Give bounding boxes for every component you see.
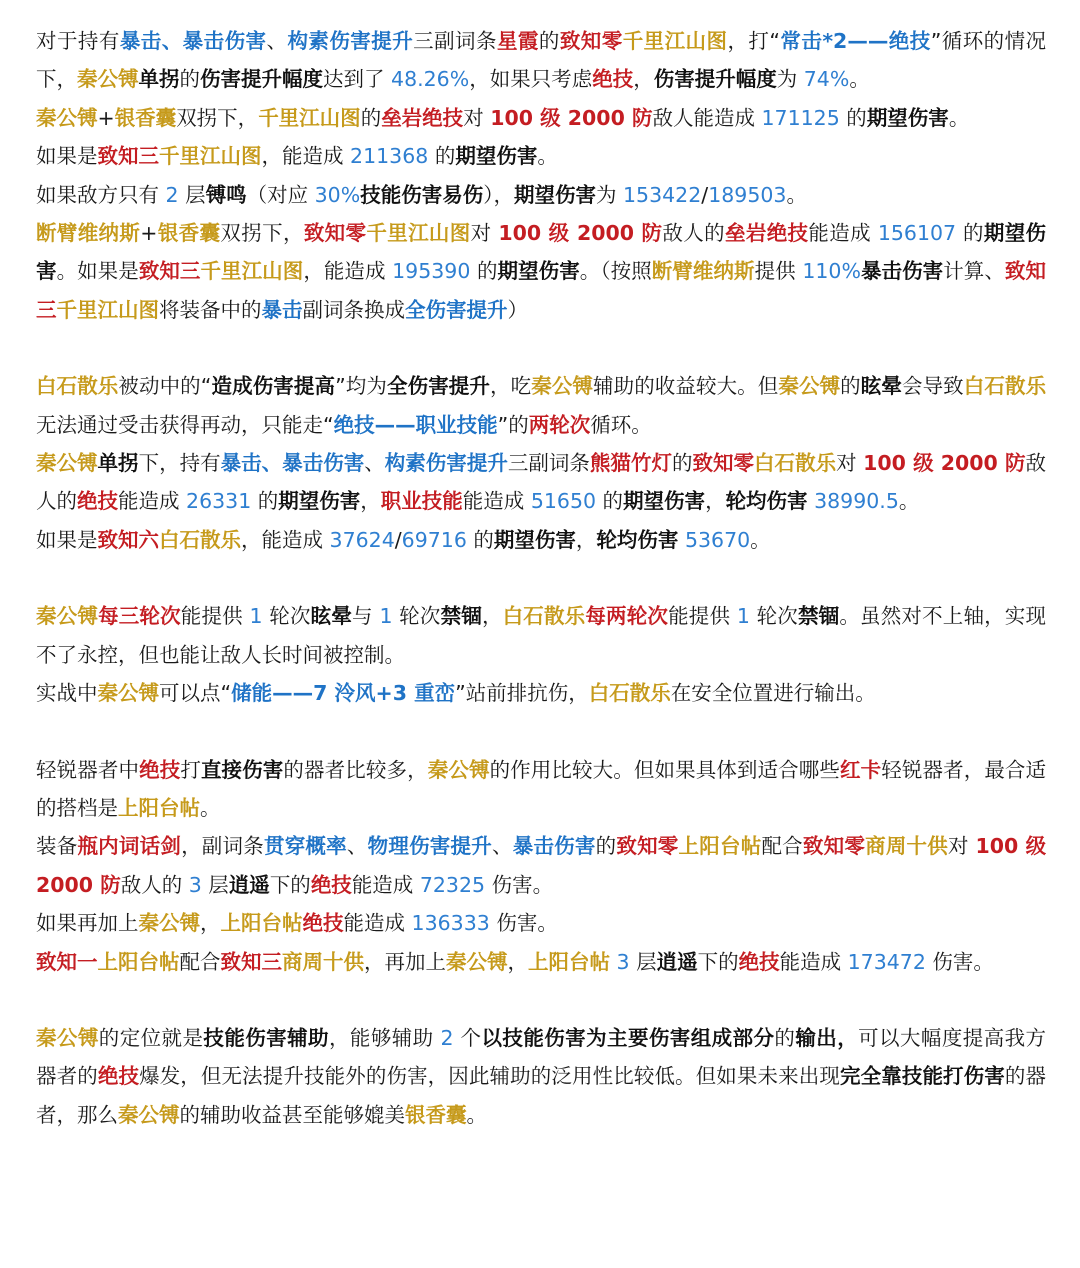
number-value: 173472 <box>847 949 926 974</box>
text-run: 副词条换成 <box>302 297 405 322</box>
paragraph-gap <box>36 713 1046 751</box>
bold-term: 全伤害提升 <box>387 374 490 399</box>
bold-term: 逍遥 <box>656 949 698 974</box>
paragraph <box>36 367 1046 444</box>
text-run: 层 <box>201 872 229 897</box>
text-run: 、 <box>364 451 385 476</box>
red-highlight: 垒岩绝技 <box>724 221 809 246</box>
text-run: 会导致 <box>901 374 964 399</box>
text-run: 轮次 <box>392 604 441 629</box>
gold-name: 上阳台帖 <box>528 949 610 974</box>
number-value: 211368 <box>350 144 429 169</box>
text-run: 。 <box>537 144 558 169</box>
text-run: 对于持有 <box>36 29 120 53</box>
text-run: 的 <box>596 489 624 514</box>
text-run: 、 <box>346 834 368 859</box>
bold-term: 造成伤害提高 <box>211 374 336 399</box>
red-highlight: 绝技 <box>738 949 780 974</box>
bold-term: 直接伤害 <box>200 757 284 782</box>
text-run: ， <box>200 911 221 936</box>
number-value: 3 <box>616 949 630 974</box>
red-highlight: 100 级 2000 防 <box>498 221 663 246</box>
text-run: 。 <box>948 105 970 130</box>
gold-name: 上阳台帖 <box>118 795 200 820</box>
gold-name: 白石散乐 <box>502 604 586 629</box>
text-run: ） <box>507 297 528 322</box>
text-run: 的 <box>360 105 382 130</box>
text-run: 能造成 <box>118 489 187 514</box>
text-run: 对 <box>470 221 499 246</box>
red-highlight: 致知零 <box>616 834 679 859</box>
text-run: 伤害。 <box>485 872 554 897</box>
paragraph <box>36 22 1046 99</box>
bold-term: 轮均伤害 <box>725 489 808 514</box>
bold-term: 期望伤害 <box>36 221 1047 284</box>
gold-name: 秦公镈 <box>36 451 98 476</box>
number-value: 2 <box>165 182 179 207</box>
text-run: ， <box>705 489 726 514</box>
bold-term: 轮均伤害 <box>596 527 679 552</box>
text-run: 。（按照 <box>579 259 652 284</box>
number-value: 153422 <box>623 182 702 207</box>
blue-keyword: 构素伤害提升 <box>287 29 414 53</box>
text-run: ，再加上 <box>364 949 446 974</box>
paragraph <box>36 137 1046 175</box>
text-run: 的 <box>179 67 200 92</box>
number-value: 189503 <box>708 182 787 207</box>
number-value: 30% <box>314 182 361 207</box>
text-run: ，能造成 <box>241 527 330 552</box>
paragraph <box>36 827 1046 904</box>
text-run: ，能造成 <box>303 259 393 284</box>
text-run: 的器者，那么 <box>36 1064 1047 1127</box>
text-run: 达到了 <box>323 67 392 92</box>
text-run: 敌人的 <box>120 872 189 897</box>
red-highlight: 每三轮次 <box>98 604 181 629</box>
text-run: 下的 <box>269 872 311 897</box>
text-run: 的 <box>595 834 617 859</box>
paragraph <box>36 674 1046 712</box>
text-run: 敌人能造成 <box>652 105 762 130</box>
text-run: 。 <box>898 489 920 514</box>
gold-name: 秦公镈 <box>36 604 99 629</box>
bold-term: 禁锢 <box>797 604 840 629</box>
text-run: 可以大幅度提高我方器者的 <box>36 1025 1047 1089</box>
red-highlight: 瓶内词话剑 <box>77 834 182 859</box>
text-run: 爆发，但无法提升技能外的伤害，因此辅助的泛用性比较低。但如果未来出现 <box>139 1064 840 1089</box>
red-highlight: 星霞 <box>496 29 539 53</box>
bold-term: 期望伤害 <box>278 489 361 514</box>
gold-name: 千里江山图 <box>159 144 262 169</box>
red-highlight: 致知零 <box>802 834 866 859</box>
blue-keyword: 储能——7 泠风+3 重峦 <box>231 681 456 706</box>
paragraph <box>36 214 1046 329</box>
red-highlight: 致知三 <box>36 259 1046 322</box>
gold-name: 秦公镈 <box>531 374 593 399</box>
text-run: ，副词条 <box>181 834 264 859</box>
text-run: 将装备中的 <box>159 297 262 322</box>
gold-name: 商周十供 <box>865 834 948 859</box>
bold-term: 单拐 <box>138 67 180 92</box>
text-run: 的器者比较多， <box>283 757 428 782</box>
red-highlight: 绝技 <box>302 911 344 936</box>
gold-name: 白石散乐 <box>588 681 671 706</box>
text-run: 的 <box>428 144 456 169</box>
text-run: ）， <box>483 182 514 207</box>
bold-term: 伤害提升幅度 <box>653 67 777 92</box>
bold-term: 暴击伤害 <box>860 259 944 284</box>
text-run: 能造成 <box>351 872 420 897</box>
bold-term: 镈鸣 <box>205 182 247 207</box>
text-run: 为 <box>776 67 804 92</box>
paragraph <box>36 99 1046 137</box>
gold-name: 千里江山图 <box>200 259 304 284</box>
text-run: ， <box>507 949 528 974</box>
gold-name: 秦公镈 <box>446 949 508 974</box>
number-value: 195390 <box>392 259 471 284</box>
text-run: 被动中的“ <box>118 374 212 399</box>
text-run: 轮次 <box>262 604 311 629</box>
gold-name: 银香囊 <box>405 1102 467 1127</box>
text-run: 轻锐器者中 <box>36 757 140 782</box>
blue-keyword: 常击*2——绝技 <box>779 29 931 53</box>
text-run: 的作用比较大。但如果具体到适合哪些 <box>489 757 841 782</box>
gold-name: 白石散乐 <box>36 374 119 399</box>
text-run: 的 <box>470 259 498 284</box>
red-highlight: 100 级 2000 防 <box>863 451 1026 476</box>
bold-term: 以技能伤害为主要伤害组成部分 <box>481 1025 775 1050</box>
red-highlight: 绝技 <box>139 757 181 782</box>
number-value: 1 <box>736 604 750 629</box>
text-run: 三副词条 <box>507 451 590 476</box>
bold-term: 期望伤害 <box>493 527 576 552</box>
bold-term: 禁锢 <box>440 604 482 629</box>
paragraph <box>36 176 1046 214</box>
text-run: 、 <box>491 834 513 859</box>
gold-name: 千里江山图 <box>56 297 159 322</box>
text-run: 层 <box>629 949 657 974</box>
red-highlight: 致知零 <box>559 29 623 53</box>
text-run: 双拐下， <box>220 221 304 246</box>
gold-name: 千里江山图 <box>622 29 728 53</box>
text-run: 的 <box>774 1025 796 1050</box>
red-highlight: 职业技能 <box>380 489 463 514</box>
text-run: 如果是 <box>36 527 98 552</box>
text-run: 如果敌方只有 <box>36 182 166 207</box>
text-run: 轮次 <box>749 604 798 629</box>
gold-name: 秦公镈 <box>36 1025 99 1050</box>
text-run: 的 <box>538 29 560 53</box>
text-run: 能造成 <box>808 221 878 246</box>
bold-term: 输出， <box>795 1025 859 1050</box>
number-value: 69716 <box>401 527 467 552</box>
gold-name: 千里江山图 <box>258 105 361 130</box>
text-run: ，能够辅助 <box>328 1025 441 1050</box>
number-value: 156107 <box>877 221 957 246</box>
bold-term: 技能伤害易伤 <box>360 182 484 207</box>
gold-name: 上阳台帖 <box>220 911 303 936</box>
red-highlight: 两轮次 <box>528 412 591 437</box>
gold-name: 商周十供 <box>282 949 364 974</box>
bold-term: 逍遥 <box>228 872 270 897</box>
gold-name: 秦公镈 <box>97 681 159 706</box>
gold-name: 断臂维纳斯 <box>651 259 755 284</box>
text-run: 装备 <box>36 834 78 859</box>
number-value: 136333 <box>411 911 490 936</box>
text-run: 能造成 <box>462 489 531 514</box>
text-run: 。 <box>466 1102 487 1127</box>
number-value: 1 <box>379 604 393 629</box>
text-run: 敌人的 <box>36 451 1046 514</box>
text-run: 伤害。 <box>489 911 558 936</box>
blue-keyword: 暴击伤害 <box>512 834 596 859</box>
number-value: 48.26% <box>391 67 470 92</box>
number-value: 74% <box>803 67 850 92</box>
red-highlight: 致知三 <box>220 949 282 974</box>
text-run: 计算、 <box>943 259 1005 284</box>
gold-name: 银香囊 <box>157 221 221 246</box>
text-run: 下的 <box>697 949 739 974</box>
text-run: 。如果是 <box>56 259 139 284</box>
text-run: 的辅助收益甚至能够媲美 <box>179 1102 405 1127</box>
red-highlight: 100 级 2000 防 <box>36 834 1047 897</box>
text-run: 打 <box>180 757 201 782</box>
text-run: ，吃 <box>490 374 532 399</box>
text-run: 的定位就是 <box>98 1025 204 1050</box>
text-run: 。 <box>786 182 807 207</box>
text-run: 轻锐器者，最合适的搭档是 <box>36 757 1047 820</box>
text-run: ”循环的情况下， <box>36 29 1047 92</box>
text-run: 敌人的 <box>662 221 725 246</box>
blue-keyword: 暴击、暴击伤害 <box>220 451 365 476</box>
text-run: 对 <box>948 834 976 859</box>
text-run: / <box>394 527 402 552</box>
red-highlight: 绝技 <box>77 489 118 514</box>
number-value: 171125 <box>761 105 840 130</box>
gold-name: 白石散乐 <box>754 451 837 476</box>
gold-name: 上阳台帖 <box>678 834 762 859</box>
bold-term: 期望伤害 <box>866 105 949 130</box>
gold-name: 秦公镈 <box>427 757 490 782</box>
text-run: 的 <box>466 527 494 552</box>
red-highlight: 致知一 <box>36 949 98 974</box>
number-value: 2 <box>440 1025 454 1050</box>
text-run: ，如果只考虑 <box>469 67 593 92</box>
red-highlight: 致知三 <box>97 144 159 169</box>
blue-keyword: 绝技——职业技能 <box>333 412 498 437</box>
red-highlight: 绝技 <box>592 67 634 92</box>
paragraph <box>36 751 1046 828</box>
bold-term: 眩晕 <box>310 604 353 629</box>
gold-name: 秦公镈 <box>138 911 200 936</box>
text-run: 循环。 <box>590 412 652 437</box>
number-value: 3 <box>188 872 202 897</box>
text-run: ，能造成 <box>261 144 351 169</box>
text-run: ”站前排抗伤， <box>455 681 589 706</box>
text-run: 下，持有 <box>138 451 221 476</box>
paragraph <box>36 444 1046 521</box>
bold-term: 期望伤害 <box>497 259 580 284</box>
text-run: 。虽然对不上轴，实现不了永控，但也能让敌人长时间被控制。 <box>36 604 1046 667</box>
text-run: 能造成 <box>343 911 412 936</box>
text-run: 如果是 <box>36 144 98 169</box>
gold-name: 白石散乐 <box>963 374 1047 399</box>
number-value: 51650 <box>530 489 597 514</box>
number-value: 37624 <box>329 527 395 552</box>
bold-term: 期望伤害 <box>513 182 596 207</box>
red-highlight: 红卡 <box>840 757 882 782</box>
bold-term: 技能伤害辅助 <box>203 1025 329 1050</box>
paragraph-gap <box>36 329 1046 367</box>
paragraph <box>36 597 1046 674</box>
gold-name: 秦公镈 <box>36 105 98 130</box>
gold-name: 秦公镈 <box>778 374 841 399</box>
blue-keyword: 物理伤害提升 <box>367 834 492 859</box>
number-value: 53670 <box>684 527 751 552</box>
text-run: 对 <box>463 105 491 130</box>
text-run: + <box>97 105 115 130</box>
text-run: ， <box>633 67 654 92</box>
paragraph-gap <box>36 981 1046 1019</box>
gold-name: 上阳台帖 <box>97 949 180 974</box>
text-run: 层 <box>178 182 206 207</box>
number-value: 110% <box>802 259 861 284</box>
red-highlight: 垒岩绝技 <box>381 105 464 130</box>
red-highlight: 绝技 <box>97 1064 140 1089</box>
blue-keyword: 暴击、暴击伤害 <box>119 29 267 53</box>
text-run: 能提供 <box>668 604 737 629</box>
text-run: 实战中 <box>36 681 98 706</box>
text-run: ”均为 <box>335 374 388 399</box>
number-value: 26331 <box>186 489 252 514</box>
red-highlight: 致知零 <box>303 221 367 246</box>
text-run: 的 <box>251 489 279 514</box>
number-value: 72325 <box>419 872 486 897</box>
bold-term: 伤害提升幅度 <box>200 67 323 92</box>
bold-term: 期望伤害 <box>623 489 706 514</box>
gold-name: 白石散乐 <box>159 527 241 552</box>
text-run: ， <box>575 527 597 552</box>
text-run: 与 <box>352 604 380 629</box>
text-run: ”的 <box>497 412 529 437</box>
text-run: 伤害。 <box>925 949 994 974</box>
text-run: （对应 <box>246 182 315 207</box>
paragraph <box>36 943 1046 981</box>
blue-keyword: 贯穿概率 <box>263 834 347 859</box>
text-run: 的 <box>671 451 693 476</box>
gold-name: 银香囊 <box>114 105 177 130</box>
text-run: 。 <box>750 527 771 552</box>
red-highlight: 致知零 <box>692 451 755 476</box>
text-run: 辅助的收益较大。但 <box>593 374 779 399</box>
text-run: 的 <box>839 105 867 130</box>
text-run: 配合 <box>179 949 221 974</box>
text-run: 能提供 <box>180 604 250 629</box>
text-run: 能造成 <box>779 949 848 974</box>
bold-term: 眩晕 <box>860 374 902 399</box>
text-run: 双拐下， <box>176 105 259 130</box>
text-run: 。 <box>200 795 221 820</box>
number-value: 1 <box>249 604 263 629</box>
blue-keyword: 暴击 <box>261 297 303 322</box>
paragraph <box>36 521 1046 559</box>
gold-name: 秦公镈 <box>118 1102 180 1127</box>
text-run: 个 <box>453 1025 482 1050</box>
text-run: / <box>701 182 709 207</box>
text-run: 在安全位置进行输出。 <box>670 681 876 706</box>
gold-name: 秦公镈 <box>77 67 139 92</box>
bold-term: 单拐 <box>97 451 139 476</box>
bold-term: 完全靠技能打伤害 <box>839 1064 1005 1089</box>
red-highlight: 每两轮次 <box>585 604 669 629</box>
red-highlight: 绝技 <box>310 872 352 897</box>
blue-keyword: 构素伤害提升 <box>384 451 508 476</box>
red-highlight: 100 级 2000 防 <box>490 105 653 130</box>
bold-term: 期望伤害 <box>455 144 538 169</box>
text-run: ， <box>360 489 381 514</box>
number-value: 38990.5 <box>814 489 899 514</box>
text-run: ， <box>481 604 503 629</box>
text-run: + <box>140 221 158 246</box>
text-run: 无法通过受击获得再动，只能走“ <box>36 412 334 437</box>
paragraph <box>36 904 1046 942</box>
paragraph-gap <box>36 559 1046 597</box>
red-highlight: 致知三 <box>138 259 201 284</box>
paragraph <box>36 1019 1046 1134</box>
text-run: 的 <box>956 221 984 246</box>
text-run: 三副词条 <box>413 29 497 53</box>
gold-name: 千里江山图 <box>366 221 471 246</box>
text-run: 。 <box>849 67 870 92</box>
text-run: ，打“ <box>727 29 780 53</box>
text-run: 为 <box>595 182 623 207</box>
text-run: 可以点“ <box>159 681 232 706</box>
text-run: 配合 <box>761 834 803 859</box>
gold-name: 断臂维纳斯 <box>36 221 141 246</box>
text-run: 对 <box>836 451 864 476</box>
text-run: 提供 <box>754 259 803 284</box>
red-highlight: 熊猫竹灯 <box>589 451 672 476</box>
text-run: 如果再加上 <box>36 911 139 936</box>
text-run: 的 <box>840 374 861 399</box>
text-run: 、 <box>266 29 288 53</box>
red-highlight: 致知六 <box>97 527 159 552</box>
blue-keyword: 全伤害提升 <box>405 297 508 322</box>
